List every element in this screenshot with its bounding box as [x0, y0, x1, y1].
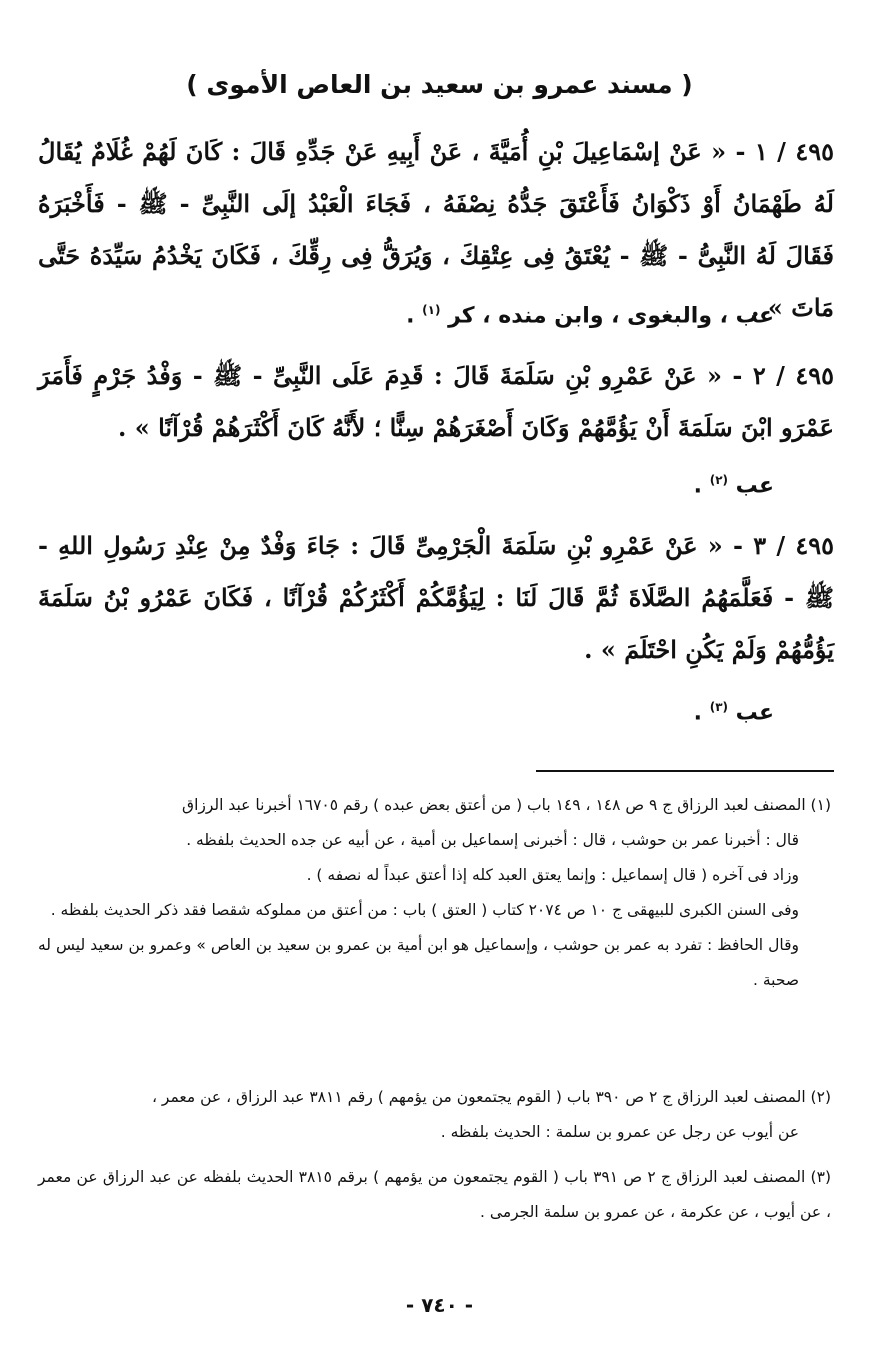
- footnote-line: وزاد فى آخره ( قال إسماعيل : وإنما يعتق العبد كله إذا أعتق عبداً له نصفه ) .: [306, 866, 799, 884]
- source-period: .: [693, 473, 703, 499]
- footnote-3: [38, 1160, 831, 1230]
- hadith-number: ٤٩٥ / ١ -: [735, 137, 834, 166]
- footnote-line: (١) المصنف لعبد الرزاق ج ٩ ص ١٤٨ ، ١٤٩ باب ( من أعتق بعض عبده ) رقم ١٦٧٠٥ أخبرنا عبد الرزاق: [182, 796, 831, 814]
- footnote-ref: (٢): [709, 473, 728, 487]
- hadith-3: [38, 520, 834, 676]
- hadith-number: ٤٩٥ / ٣ -: [733, 531, 834, 560]
- footnote-line: قال : أخبرنا عمر بن حوشب ، قال : أخبرنى إسماعيل بن أمية ، عن أبيه عن جده الحديث بلفظه .: [186, 831, 799, 849]
- footnote-line: (٢) المصنف لعبد الرزاق ج ٢ ص ٣٩٠ باب ( القوم يجتمعون من يؤمهم ) رقم ٣٨١١ عبد الرزاق ، عن معمر ،: [151, 1088, 831, 1106]
- footnote-ref: (١): [422, 303, 441, 317]
- hadith-text: « عَنْ عَمْرِو بْنِ سَلَمَةَ قَالَ : قَدِمَ عَلَى النَّبِىِّ - ﷺ - وَفْدُ جَرْمٍ فَأَمَرَ عَمْرَو ابْنَ سَلَمَةَ أَنْ يَؤُمَّهُمْ وَكَانَ أَصْغَرَهُمْ سِنًّا ؛ لأَنَّهُ كَانَ أَكْثَرَهُمْ قُرْآنًا » .: [38, 361, 834, 442]
- hadith-source: [406, 303, 774, 328]
- footnote-ref: (٣): [709, 700, 728, 714]
- hadith-text: « عَنْ إسْمَاعِيلَ بْنِ أُمَيَّةَ ، عَنْ أَبِيهِ عَنْ جَدِّهِ قَالَ : كَانَ لَهُمْ غُلَامٌ يُقَالُ لَهُ طَهْمَانُ أَوْ ذَكْوَانُ فَأَعْتَقَ جَدُّهُ نِصْفَهُ ، فَجَاءَ الْعَبْدُ إلَى النَّبِىِّ - ﷺ - فَأَخْبَرَهُ فَقَالَ لَهُ النَّبِىُّ - ﷺ - يُعْتَقُ فِى عِتْقِكَ ، وَيُرَقُّ فِى رِقِّكَ ، فَكَانَ يَخْدُمُ سَيِّدَهُ حَتَّى مَاتَ » .: [38, 137, 834, 322]
- page-number: - ٧٤٠ -: [405, 1293, 474, 1317]
- hadith-text: « عَنْ عَمْرِو بْنِ سَلَمَةَ الْجَرْمِىِّ قَالَ : جَاءَ وَفْدٌ مِنْ عِنْدِ رَسُولِ اللهِ - ﷺ - فَعَلَّمَهُمُ الصَّلَاةَ ثُمَّ قَالَ لَنَا : لِيَؤُمَّكُمْ أَكْثَرُكُمْ قُرْآنًا ، فَكَانَ عَمْرُو بْنُ سَلَمَةَ يَؤُمُّهُمْ وَلَمْ يَكُنِ احْتَلَمَ » .: [38, 531, 834, 664]
- source-text: عب ، والبغوى ، وابن منده ، كر: [448, 303, 774, 329]
- footnote-line: (٣) المصنف لعبد الرزاق ج ٢ ص ٣٩١ باب ( القوم يجتمعون من يؤمهم ) برقم ٣٨١٥ الحديث بلفظه عن عبد الرزاق عن معمر ، عن أيوب ، عن عكرمة ، عن عمرو بن سلمة الجرمى .: [38, 1168, 831, 1221]
- source-text: عب: [735, 700, 774, 726]
- section-title: ( مسند عمرو بن سعيد بن العاص الأموى ): [186, 70, 693, 99]
- hadith-number: ٤٩٥ / ٢ -: [732, 361, 835, 390]
- hadith-2: [38, 350, 834, 454]
- footnote-line: وفى السنن الكبرى للبيهقى ج ١٠ ص ٢٠٧٤ كتاب ( العتق ) باب : من أعتق من مملوكه شقصا فقد ذكر الحديث بلفظه .: [50, 901, 799, 919]
- footnote-2: [38, 1080, 831, 1150]
- hadith-source: [694, 473, 774, 498]
- source-period: .: [406, 303, 415, 329]
- footnote-line: وقال الحافظ : تفرد به عمر بن حوشب ، وإسماعيل هو ابن أمية بن عمرو بن سعيد بن العاص » وعمرو بن سعيد ليس له صحبة .: [38, 936, 799, 989]
- footnote-1: [38, 788, 831, 998]
- footnote-divider: [536, 770, 834, 772]
- footnote-line: عن أيوب عن رجل عن عمرو بن سلمة : الحديث بلفظه .: [440, 1123, 799, 1141]
- hadith-source: [694, 700, 774, 725]
- source-period: .: [693, 700, 703, 726]
- source-text: عب: [735, 473, 774, 499]
